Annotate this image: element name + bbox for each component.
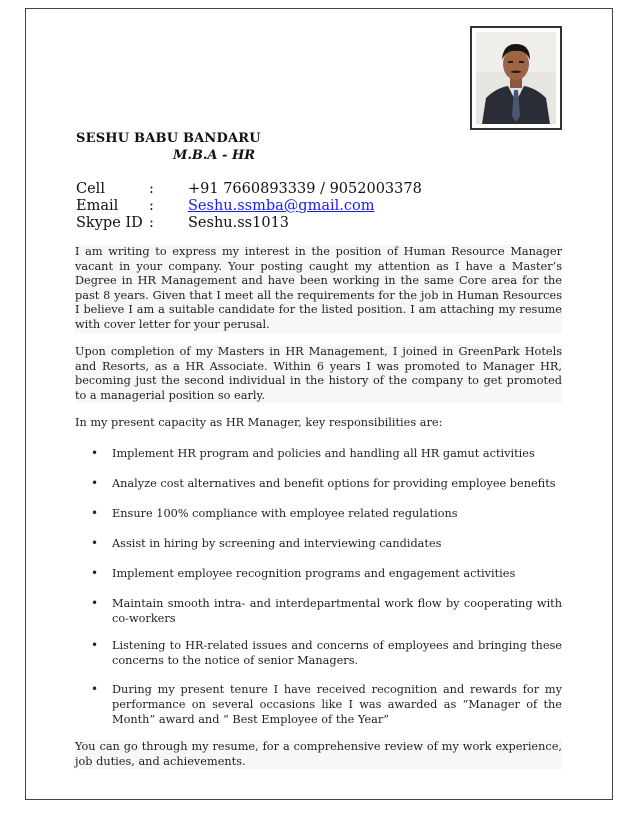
contact-colon: : (149, 215, 154, 231)
bullet-icon: • (91, 596, 99, 610)
bullet-icon: • (91, 446, 99, 460)
bullet-icon: • (91, 506, 99, 520)
portrait-image (476, 32, 556, 124)
responsibilities-intro: In my present capacity as HR Manager, key responsibilities are: (75, 416, 443, 429)
candidate-degree: M.B.A - HR (173, 148, 256, 163)
bullet-icon: • (91, 638, 99, 652)
candidate-name: SESHU BABU BANDARU (76, 131, 261, 146)
contact-label: Skype ID (76, 215, 143, 231)
contact-label: Cell (76, 181, 105, 197)
list-item-text: Ensure 100% compliance with employee related regulations (112, 507, 458, 520)
skype-value: Seshu.ss1013 (188, 215, 290, 231)
list-item-text: Assist in hiring by screening and interviewing candidates (112, 537, 442, 550)
closing-paragraph: You can go through my resume, for a comprehensive review of my work experience, job duties, and achievements. (75, 740, 562, 768)
contact-label: Email (76, 198, 119, 214)
contact-colon: : (149, 198, 154, 214)
intro-paragraph: I am writing to express my interest in the position of Human Resource Manager vacant in your company. Your posting caught my attention as I have a Master’s Degree in HR Management and have been working in the same Core area for the past 8 years. Given that I meet all the requirements for the job in Human Resources I believe I am a suitable candidate for the listed position. I am attaching my resume with cover letter for your perusal. (75, 245, 562, 331)
bullet-icon: • (91, 682, 99, 696)
bullet-icon: • (91, 476, 99, 490)
contact-colon: : (149, 181, 154, 197)
experience-paragraph: Upon completion of my Masters in HR Management, I joined in GreenPark Hotels and Resorts, as a HR Associate. Within 6 years I was promoted to Manager HR, becoming just the second individual in the history of the company to get promoted to a managerial position so early. (75, 345, 562, 402)
list-item-text: Implement HR program and policies and handling all HR gamut activities (112, 447, 535, 460)
cell-value: +91 7660893339 / 9052003378 (188, 181, 422, 197)
bullet-icon: • (91, 536, 99, 550)
list-item-text: Implement employee recognition programs and engagement activities (112, 567, 516, 580)
email-link[interactable]: Seshu.ssmba@gmail.com (188, 198, 375, 214)
list-item-text: Maintain smooth intra- and interdepartmental work flow by cooperating with co-workers (112, 597, 562, 625)
list-item-text: Listening to HR-related issues and concerns of employees and bringing these concerns to the notice of senior Managers. (112, 639, 562, 667)
profile-photo (470, 26, 562, 130)
bullet-icon: • (91, 566, 99, 580)
list-item-text: During my present tenure I have received recognition and rewards for my performance on several occasions like I was awarded as “Manager of the Month” award and “ Best Employee of the Year” (112, 683, 562, 726)
list-item-text: Analyze cost alternatives and benefit options for providing employee benefits (112, 477, 556, 490)
